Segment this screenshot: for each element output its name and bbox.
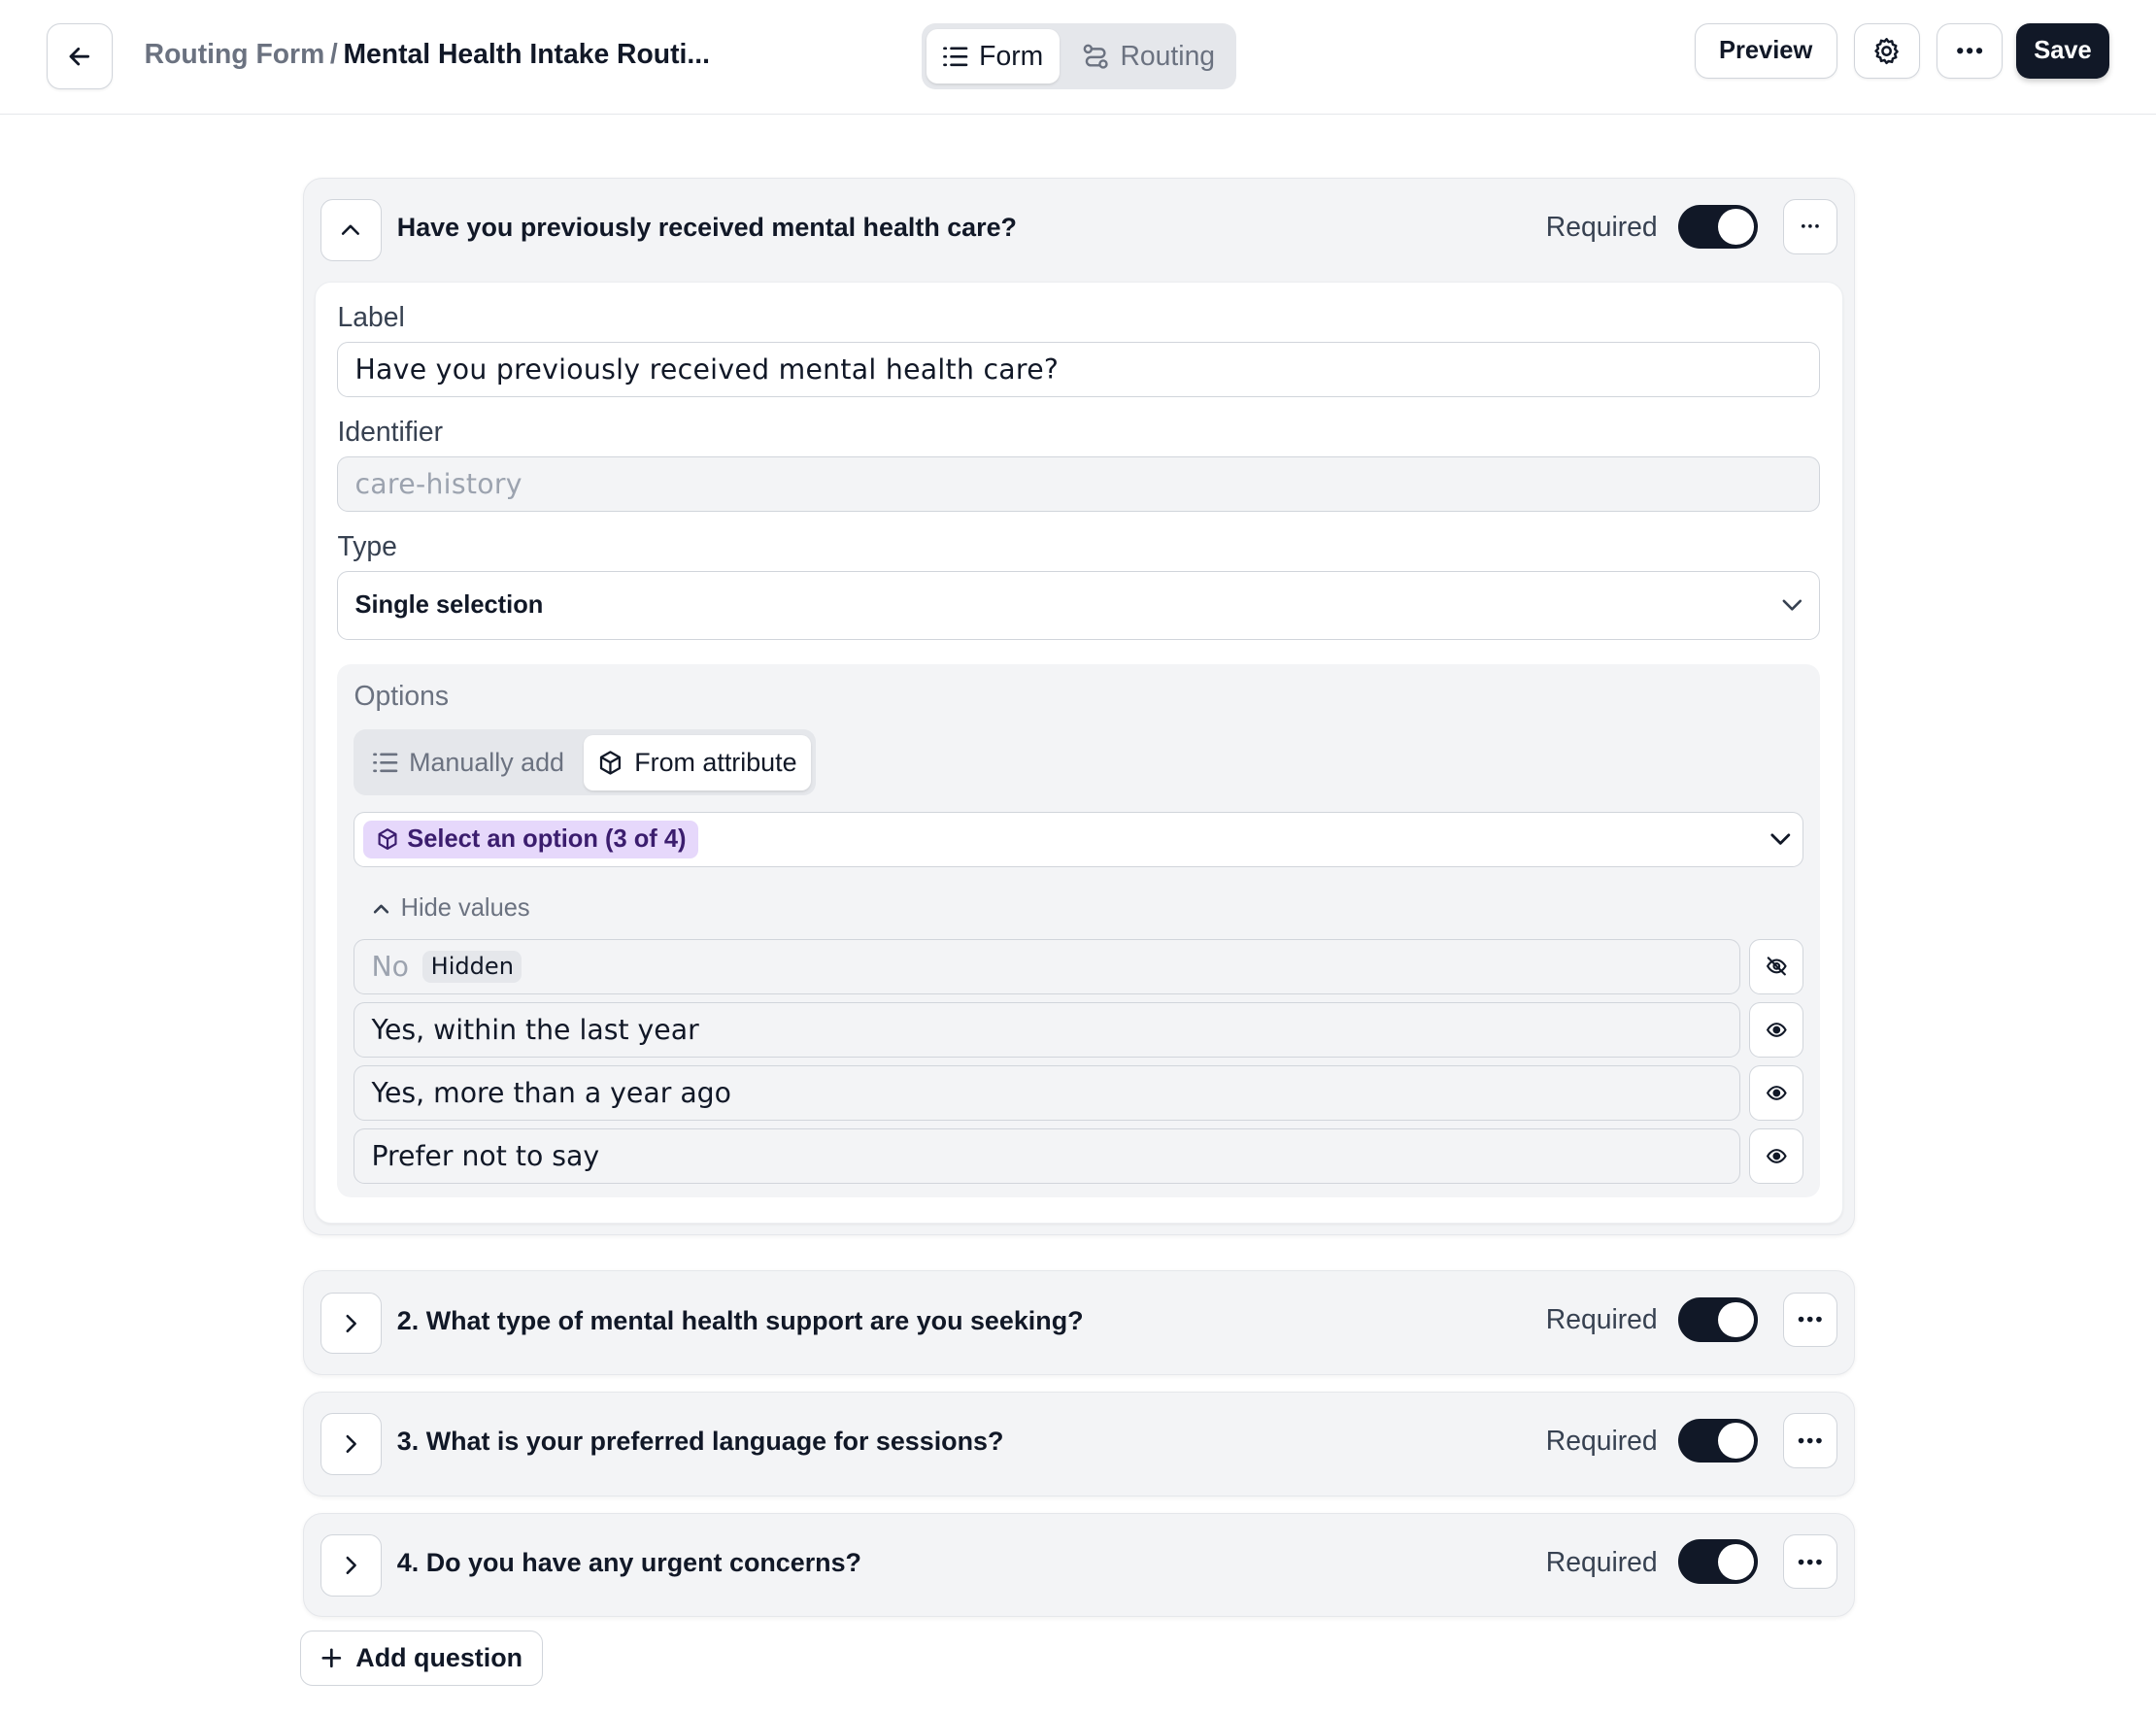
- required-label: Required: [1545, 1304, 1658, 1336]
- value-label: No: [371, 950, 409, 983]
- options-mode-toggle: [354, 729, 816, 795]
- question-editor: [315, 282, 1843, 1224]
- question-title: 4. Do you have any urgent concerns?: [396, 1547, 861, 1577]
- question-more-button[interactable]: [1783, 1293, 1838, 1348]
- tab-routing-label: Routing: [1120, 40, 1216, 72]
- chevron-right-icon: [345, 1556, 357, 1575]
- breadcrumb: [145, 39, 710, 71]
- collapse-button[interactable]: [320, 199, 383, 261]
- value-row: [354, 939, 1803, 994]
- chevron-up-icon: [373, 903, 389, 914]
- add-question-button[interactable]: [300, 1631, 543, 1686]
- attribute-chip-label: Select an option (3 of 4): [407, 824, 687, 853]
- save-button[interactable]: Save: [2016, 23, 2109, 79]
- required-toggle[interactable]: [1678, 1419, 1758, 1463]
- type-field-label: Type: [337, 530, 397, 562]
- question-card-4: [303, 1513, 1856, 1618]
- mode-toggle: [922, 23, 1236, 89]
- more-options-button[interactable]: [1937, 23, 2003, 79]
- preview-button[interactable]: Preview: [1695, 23, 1837, 79]
- question-card-3: [303, 1392, 1856, 1496]
- options-panel: [337, 664, 1820, 1197]
- top-bar: [0, 0, 2156, 115]
- toggle-knob: [1718, 209, 1754, 245]
- ellipsis-icon: [1798, 1316, 1822, 1323]
- visibility-toggle-button[interactable]: [1749, 1065, 1804, 1121]
- add-question-label: Add question: [355, 1643, 523, 1673]
- type-select-value: Single selection: [354, 590, 544, 619]
- question-more-button[interactable]: [1783, 1534, 1838, 1590]
- required-toggle[interactable]: [1678, 1297, 1758, 1341]
- expand-button[interactable]: [320, 1534, 383, 1597]
- breadcrumb-separator: /: [329, 38, 338, 70]
- plus-icon: [320, 1647, 343, 1669]
- route-icon: [1082, 43, 1109, 70]
- required-label: Required: [1545, 211, 1658, 243]
- tab-routing[interactable]: [1065, 29, 1231, 84]
- breadcrumb-parent[interactable]: Routing Form: [144, 38, 325, 70]
- tab-manually-add[interactable]: [359, 735, 578, 790]
- toggle-knob: [1718, 1302, 1754, 1338]
- value-label: Prefer not to say: [371, 1140, 600, 1173]
- options-label: Options: [354, 681, 450, 713]
- label-field-label: Label: [337, 301, 405, 333]
- value-label: Yes, more than a year ago: [371, 1077, 731, 1110]
- arrow-left-icon: [66, 43, 93, 70]
- eye-icon: [1766, 1085, 1788, 1101]
- question-title: 3. What is your preferred language for sessions?: [396, 1427, 1004, 1457]
- question-card-1: [303, 178, 1856, 1235]
- cube-icon: [597, 750, 623, 776]
- type-select[interactable]: [337, 571, 1820, 640]
- chevron-down-icon: [1781, 598, 1803, 612]
- eye-icon: [1766, 1148, 1788, 1164]
- required-toggle[interactable]: [1678, 1539, 1758, 1583]
- tab-form[interactable]: [926, 29, 1060, 84]
- value-row: [354, 1002, 1803, 1058]
- ellipsis-icon: [1798, 1559, 1822, 1565]
- question-title: 2. What type of mental health support are you seeking?: [396, 1305, 1084, 1335]
- question-title: Have you previously received mental health care?: [396, 213, 1017, 243]
- tab-manually-add-label: Manually add: [409, 747, 565, 777]
- attribute-chip: [363, 821, 698, 859]
- visibility-toggle-button[interactable]: [1749, 1002, 1804, 1058]
- list-icon: [943, 46, 967, 68]
- tab-from-attribute[interactable]: [584, 735, 811, 790]
- hidden-badge: Hidden: [422, 951, 522, 984]
- required-label: Required: [1545, 1425, 1658, 1457]
- identifier-field-label: Identifier: [337, 416, 444, 448]
- question-more-button[interactable]: [1783, 199, 1838, 254]
- page-title: Mental Health Intake Routi...: [343, 38, 710, 70]
- back-button[interactable]: [47, 23, 113, 89]
- value-row: [354, 1065, 1803, 1121]
- attribute-select[interactable]: [354, 812, 1803, 867]
- value-row: [354, 1128, 1803, 1184]
- list-icon: [373, 752, 397, 774]
- hide-values-toggle[interactable]: [354, 894, 1803, 923]
- ellipsis-icon: [1801, 223, 1820, 229]
- ellipsis-icon: [1956, 47, 1983, 54]
- question-card-2: [303, 1270, 1856, 1375]
- toggle-knob: [1718, 1423, 1754, 1459]
- chevron-down-icon: [1769, 832, 1792, 846]
- hide-values-label: Hide values: [400, 894, 530, 923]
- value-input[interactable]: [354, 939, 1740, 994]
- settings-button[interactable]: [1854, 23, 1920, 79]
- visibility-toggle-button[interactable]: [1749, 1128, 1804, 1184]
- question-header[interactable]: [304, 1514, 1855, 1617]
- question-header[interactable]: [304, 1271, 1855, 1374]
- value-input[interactable]: [354, 1002, 1740, 1058]
- required-toggle[interactable]: [1678, 205, 1758, 249]
- visibility-toggle-button[interactable]: [1749, 939, 1804, 994]
- label-input[interactable]: Have you previously received mental health care?: [337, 342, 1820, 397]
- toggle-knob: [1718, 1544, 1754, 1580]
- value-input[interactable]: [354, 1065, 1740, 1121]
- value-label: Yes, within the last year: [371, 1014, 699, 1046]
- eye-icon: [1766, 1022, 1788, 1038]
- value-input[interactable]: [354, 1128, 1740, 1184]
- expand-button[interactable]: [320, 1413, 383, 1475]
- question-header: [304, 179, 1855, 282]
- ellipsis-icon: [1798, 1437, 1822, 1444]
- expand-button[interactable]: [320, 1293, 383, 1355]
- identifier-input[interactable]: care-history: [337, 456, 1820, 512]
- eye-off-icon: [1766, 957, 1788, 976]
- tab-form-label: Form: [979, 40, 1044, 72]
- gear-icon: [1871, 36, 1902, 66]
- chevron-right-icon: [345, 1434, 357, 1454]
- question-header[interactable]: [304, 1393, 1855, 1496]
- tab-from-attribute-label: From attribute: [634, 747, 797, 777]
- chevron-up-icon: [341, 223, 360, 236]
- required-label: Required: [1545, 1546, 1658, 1578]
- cube-icon: [376, 827, 399, 851]
- chevron-right-icon: [345, 1314, 357, 1333]
- question-more-button[interactable]: [1783, 1413, 1838, 1468]
